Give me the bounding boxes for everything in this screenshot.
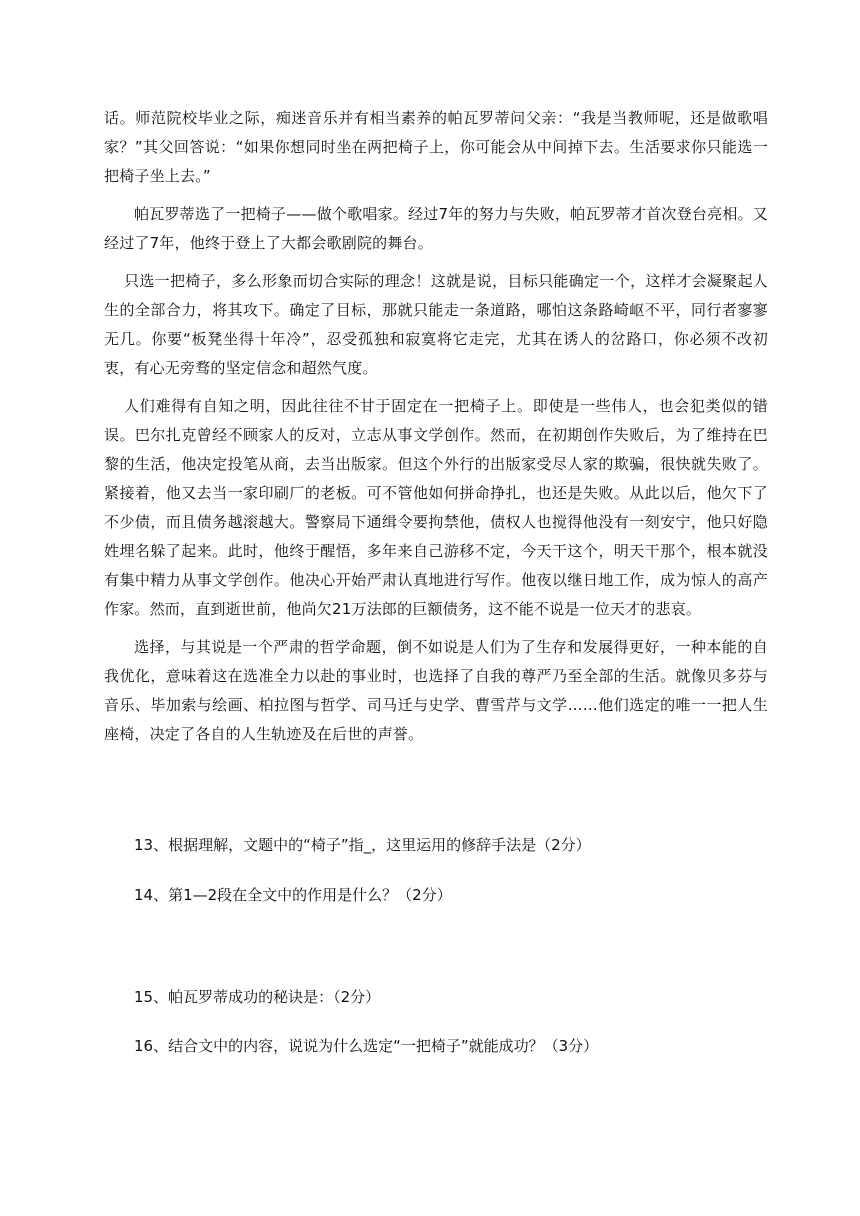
question-13: 13、根据理解，文题中的“椅子”指_，这里运用的修辞手法是（2分）: [134, 836, 591, 854]
passage-paragraph-3: 只选一把椅子，多么形象而切合实际的理念！这就是说，目标只能确定一个，这样才会凝聚起人生的全部合力，将其攻下。确定了目标，那就只能走一条道路，哪怕这条路崎岖不平，同行者寥寥无几。你要“板凳坐得十年冷”，忍受孤独和寂寞将它走完，尤其在诱人的岔路口，你必须不改初衷，有心无旁骛的坚定信念和超然气度。: [104, 272, 768, 377]
paragraph-gap: [104, 624, 768, 633]
passage-paragraph-4: 人们难得有自知之明，因此往往不甘于固定在一把椅子上。即使是一些伟人，也会犯类似的错误。巴尔扎克曾经不顾家人的反对，立志从事文学创作。然而，在初期创作失败后，为了维持在巴黎的生活，他决定投笔从商，去当出版家。但这个外行的出版家受尽人家的欺骗，很快就失败了。紧接着，他又去当一家印刷厂的老板。可不管他如何拼命挣扎，也还是失败。从此以后，他欠下了不少债，而且债务越滚越大。警察局下通缉令要拘禁他，债权人也搅得他没有一刻安宁，他只好隐姓埋名躲了起来。此时，他终于醒悟，多年来自己游移不定，今天干这个，明天干那个，根本就没有集中精力从事文学创作。他决心开始严肃认真地进行写作。他夜以继日地工作，成为惊人的高产作家。然而，直到逝世前，他尚欠21万法郎的巨额债务，这不能不说是一位天才的悲哀。: [104, 397, 768, 618]
paragraph-gap: [104, 383, 768, 392]
paragraph-gap: [104, 258, 768, 267]
paragraph-gap: [104, 191, 768, 200]
question-14: 14、第1—2段在全文中的作用是什么？（2分）: [134, 886, 452, 904]
passage-body: [104, 104, 768, 749]
passage-paragraph-5: 选择，与其说是一个严肃的哲学命题，倒不如说是人们为了生存和发展得更好，一种本能的自我优化，意味着这在选准全力以赴的事业时，也选择了自我的尊严乃至全部的生活。就像贝多芬与音乐、毕加索与绘画、柏拉图与哲学、司马迁与史学、曹雪芹与文学……他们选定的唯一一把人生座椅，决定了各自的人生轨迹及在后世的声誉。: [104, 638, 768, 743]
question-15: 15、帕瓦罗蒂成功的秘诀是：（2分）: [134, 988, 381, 1006]
passage-paragraph-1: 话。师范院校毕业之际，痴迷音乐并有相当素养的帕瓦罗蒂问父亲：“我是当教师呢，还是做歌唱家？”其父回答说：“如果你想同时坐在两把椅子上，你可能会从中间掉下去。生活要求你只能选一把椅子坐上去。”: [104, 109, 768, 185]
question-16: 16、结合文中的内容，说说为什么选定“一把椅子”就能成功？（3分）: [134, 1037, 599, 1055]
passage-paragraph-2: 帕瓦罗蒂选了一把椅子——做个歌唱家。经过7年的努力与失败，帕瓦罗蒂才首次登台亮相。又经过了7年，他终于登上了大都会歌剧院的舞台。: [104, 205, 768, 252]
